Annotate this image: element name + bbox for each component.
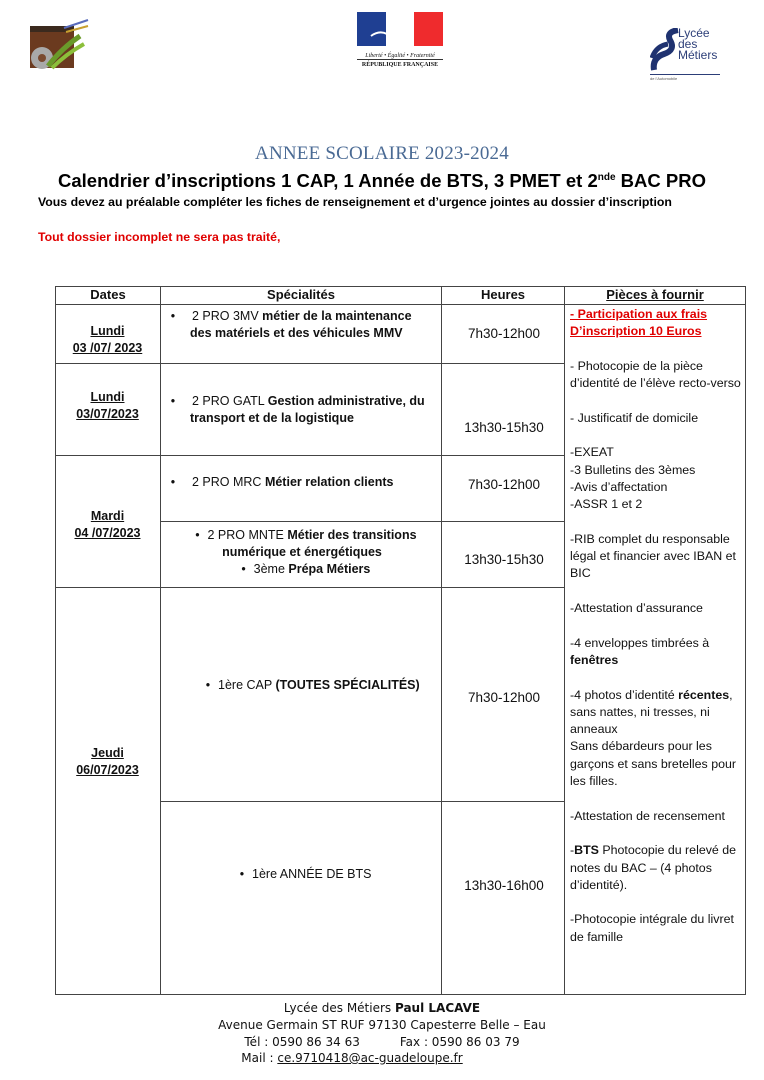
specialty-name: Gestion administrative, du transport et de la logistique bbox=[190, 394, 425, 425]
hours-row-4: 13h30-15h30 bbox=[464, 552, 544, 567]
specialty-code: 2 PRO MNTE bbox=[207, 528, 288, 542]
republique-francaise-logo bbox=[357, 12, 443, 70]
date-cell-jeudi bbox=[56, 745, 159, 779]
specialty-name: Métier relation clients bbox=[264, 475, 394, 489]
date-cell-lundi-1 bbox=[56, 323, 159, 357]
doc-rib: -RIB complet du responsable légal et financier avec IBAN et BIC bbox=[570, 531, 736, 581]
hours-row-2: 13h30-15h30 bbox=[464, 420, 544, 435]
date-cell-mardi bbox=[56, 508, 159, 542]
photos-rest: , sans nattes, ni tresses, ni anneaux bbox=[570, 687, 733, 737]
doc-envelopes bbox=[570, 635, 748, 670]
fee-line-1: - Participation aux frais bbox=[570, 307, 708, 321]
logo-text-lycee: Lycée bbox=[678, 26, 710, 40]
specialty-name: Métier des transitions numérique et énergétiques bbox=[222, 528, 417, 559]
bullet-icon: • bbox=[195, 528, 200, 542]
doc-recensement: -Attestation de recensement bbox=[570, 808, 725, 823]
date-label: 03 /07/ 2023 bbox=[72, 341, 143, 355]
row-sep-4 bbox=[55, 587, 565, 588]
doc-bts bbox=[570, 842, 748, 894]
hours-row-3: 7h30-12h00 bbox=[467, 477, 541, 492]
header-dates: Dates bbox=[90, 287, 126, 302]
specialty-gatl bbox=[160, 393, 444, 427]
specialty-name: Prépa Métiers bbox=[288, 562, 371, 576]
date-cell-lundi-2 bbox=[56, 389, 159, 423]
doc-assurance: -Attestation d’assurance bbox=[570, 601, 703, 616]
footer-school-name bbox=[0, 1000, 764, 1017]
bts-text: Photocopie du relevé de notes du BAC – (4 photos d’identité). bbox=[570, 843, 737, 892]
footer-mail-label: Mail : bbox=[241, 1051, 278, 1065]
header-sep bbox=[55, 304, 746, 305]
specialty-bts bbox=[160, 866, 444, 883]
day-label: Lundi bbox=[90, 324, 125, 338]
specialty-name: métier de la maintenance des matériels et des véhicules MMV bbox=[190, 309, 412, 340]
doc-domicile: - Justificatif de domicile bbox=[570, 410, 699, 425]
day-label: Jeudi bbox=[91, 746, 124, 760]
col-sep-3 bbox=[564, 286, 565, 995]
doc-bulletins: -3 Bulletins des 3èmes bbox=[570, 462, 696, 477]
doc-photos bbox=[570, 687, 748, 739]
envelopes-text: -4 enveloppes timbrées à bbox=[570, 635, 710, 650]
logo-text-des: des bbox=[678, 37, 698, 51]
specialty-code: 2 PRO 3MV bbox=[192, 309, 263, 323]
bullet-icon: • bbox=[205, 678, 211, 692]
photos-text: -4 photos d’identité bbox=[570, 687, 679, 702]
specialty-code: 2 PRO GATL bbox=[192, 394, 268, 408]
doc-assr: -ASSR 1 et 2 bbox=[570, 497, 643, 512]
day-label: Mardi bbox=[90, 509, 125, 523]
day-label: Lundi bbox=[90, 390, 125, 404]
specialty-3mv bbox=[160, 308, 444, 342]
swirl-logo-icon bbox=[650, 28, 680, 74]
gear-wheat-logo-icon bbox=[28, 18, 90, 74]
school-logo bbox=[28, 18, 88, 72]
hours-row-6: 13h30-16h00 bbox=[464, 878, 544, 893]
photos-bold: récentes bbox=[678, 687, 730, 702]
row-sep-1 bbox=[55, 363, 565, 364]
footer-mail bbox=[0, 1050, 734, 1067]
doc-livret: -Photocopie intégrale du livret de famille bbox=[570, 912, 734, 944]
row-sep-5 bbox=[160, 801, 565, 802]
bullet-icon: • bbox=[170, 394, 176, 408]
hours-row-1: 7h30-12h00 bbox=[467, 326, 541, 341]
republic-motto: Liberté • Égalité • Fraternité bbox=[357, 51, 443, 60]
specialty-mnte bbox=[160, 527, 444, 578]
school-year-title: ANNEE SCOLAIRE 2023-2024 bbox=[255, 143, 509, 164]
hours-row-5: 7h30-12h00 bbox=[467, 690, 541, 705]
date-label: 06/07/2023 bbox=[76, 763, 139, 777]
title-text-end: BAC PRO bbox=[615, 170, 706, 191]
date-label: 04 /07/2023 bbox=[74, 526, 141, 540]
prerequisite-notice: Vous devez au préalable compléter les fiches de renseignement et d’urgence jointes au dossier d’inscription bbox=[38, 195, 672, 209]
specialty-code: 2 PRO MRC bbox=[192, 475, 265, 489]
incomplete-warning: Tout dossier incomplet ne sera pas traité, bbox=[38, 230, 281, 244]
footer-address: Avenue Germain ST RUF 97130 Capesterre Belle – Eau bbox=[218, 1018, 546, 1032]
doc-exeat: -EXEAT bbox=[570, 445, 614, 460]
table-border-bottom bbox=[55, 994, 746, 995]
bullet-icon: • bbox=[170, 475, 176, 489]
title-text: Calendrier d’inscriptions 1 CAP, 1 Année de BTS, 3 PMET et 2 bbox=[58, 170, 598, 191]
specialty-code: 3ème bbox=[253, 562, 289, 576]
logo-subtext: de l'Automobile bbox=[650, 76, 678, 81]
date-label: 03/07/2023 bbox=[76, 407, 139, 421]
envelopes-bold: fenêtres bbox=[570, 652, 619, 667]
logo-text-metiers: Métiers bbox=[678, 48, 718, 62]
specialty-mrc bbox=[160, 474, 444, 491]
footer-fax: Fax : 0590 86 03 79 bbox=[399, 1035, 520, 1049]
bullet-icon: • bbox=[239, 867, 245, 881]
bts-dash: - bbox=[570, 843, 575, 858]
specialty-cap bbox=[160, 677, 444, 694]
footer-school-prefix: Lycée des Métiers bbox=[283, 1001, 395, 1015]
marianne-flag-icon bbox=[357, 12, 443, 46]
row-sep-2 bbox=[55, 455, 565, 456]
bts-bold: BTS bbox=[574, 843, 599, 858]
doc-avis: -Avis d’affectation bbox=[570, 479, 668, 494]
doc-id-copy: - Photocopie de la pièce d’identité de l’élève recto-verso bbox=[570, 358, 741, 391]
bullet-icon: • bbox=[241, 562, 246, 576]
republic-name: RÉPUBLIQUE FRANÇAISE bbox=[361, 62, 439, 68]
header-specialites: Spécialités bbox=[267, 287, 335, 302]
footer-contact bbox=[0, 1034, 764, 1051]
footer-tel: Tél : 0590 86 34 63 bbox=[244, 1035, 360, 1049]
doc-dress-code: Sans débardeurs pour les garçons et sans bretelles pour les filles. bbox=[570, 739, 736, 789]
required-documents bbox=[570, 306, 748, 946]
footer-school-bold: Paul LACAVE bbox=[394, 1001, 481, 1015]
bullet-icon: • bbox=[170, 309, 176, 323]
specialty-code: 1ère CAP bbox=[218, 678, 276, 692]
row-sep-3 bbox=[160, 521, 565, 522]
specialty-code: 1ère ANNÉE DE BTS bbox=[252, 867, 372, 881]
calendar-title bbox=[0, 170, 764, 192]
footer-mail-link[interactable]: ce.9710418@ac-guadeloupe.fr bbox=[277, 1051, 463, 1065]
specialty-name: (TOUTES SPÉCIALITÉS) bbox=[275, 678, 420, 692]
title-superscript: nde bbox=[597, 171, 616, 183]
fee-line-2: D’inscription 10 Euros bbox=[570, 324, 702, 339]
header-pieces: Pièces à fournir bbox=[606, 287, 704, 302]
lycee-des-metiers-logo bbox=[650, 28, 720, 84]
header-heures: Heures bbox=[480, 287, 526, 302]
